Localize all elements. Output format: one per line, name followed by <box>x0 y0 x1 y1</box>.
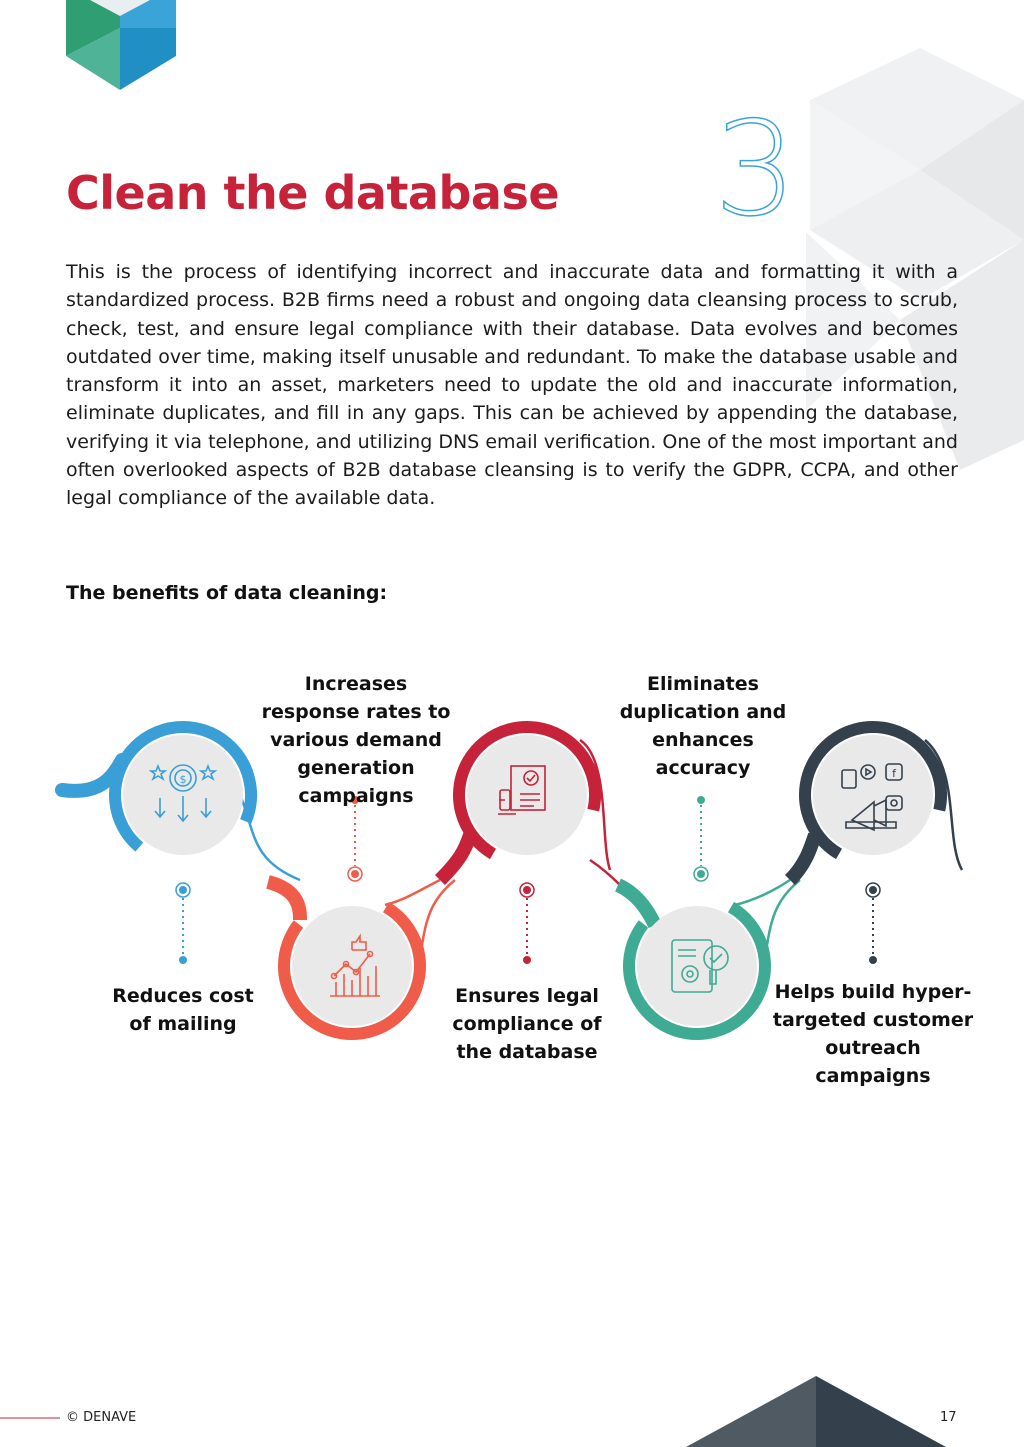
svg-text:$: $ <box>179 773 187 786</box>
benefit-label-2: Increases response rates to various demand generation campaigns <box>261 673 451 807</box>
page-title: Clean the database <box>66 166 560 220</box>
benefit-disc-2 <box>292 906 412 1026</box>
benefit-disc-5 <box>813 735 933 855</box>
benefit-disc-1 <box>123 735 243 855</box>
benefit-label-3: Ensures legal compliance of the database <box>452 985 602 1063</box>
footer-triangle-right <box>816 1376 946 1447</box>
benefit-disc-3 <box>467 735 587 855</box>
body-paragraph: This is the process of identifying incorrect and inaccurate data and formatting it with a standardized process. B2B firms need a robust and ongoing data cleansing process to scrub, check, test, and ensure legal compliance with their database. Data evolves and becomes outdated over time, making itself unusable and redundant. To make the database usable and transform it into an asset, marketers need to update the old and inaccurate information, eliminate duplicates, and fill in any gaps. This can be achieved by appending the database, verifying it via telephone, and utilizing DNS email verification. One of the most important and often overlooked aspects of B2B database cleansing is to verify the GDPR, CCPA, and other legal compliance of the available data. <box>66 261 958 510</box>
benefit-label-4: Eliminates duplication and enhances accuracy <box>619 673 787 779</box>
benefits-heading: The benefits of data cleaning: <box>66 582 388 604</box>
benefit-label-5: Helps build hyper-targeted customer outreach campaigns <box>772 981 974 1087</box>
logo-cube <box>66 0 176 90</box>
benefit-label-1: Reduces cost of mailing <box>112 985 254 1035</box>
svg-text:f: f <box>892 767 896 780</box>
page-number: 17 <box>940 1410 957 1425</box>
step-number: 3 <box>714 93 797 245</box>
footer-triangle-left <box>686 1376 816 1447</box>
footer-copyright: © DENAVE <box>66 1410 137 1425</box>
benefit-disc-4 <box>637 906 757 1026</box>
